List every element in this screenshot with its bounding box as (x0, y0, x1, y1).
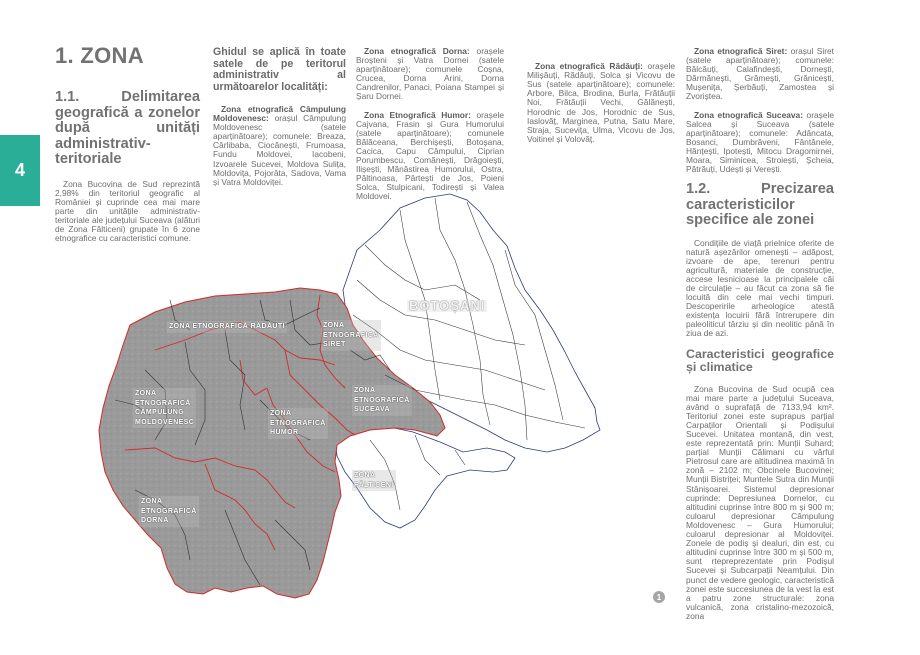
map-label-humor (268, 408, 328, 439)
label-line: FĂLTICENI (354, 481, 394, 489)
label-line: SUCEAVA (354, 406, 390, 414)
zone-text: orașele Milișăuți, Rădăuți, Solca și Vicovu de Sus (satele aparținătoare); comunele: Arbore, Bilca, Brodina, Burla, Frătăuții Noi, Frătăuții Vechi, Gălănești, Horodnic de Jos, Horodnic de Sus, Iaslovăț, Marginea, Putna, Satu Mare, Straja, Sucevița, Ulma, Vicovu de Jos, Voitinel și Volovăț. (527, 61, 675, 144)
zone-radauti (527, 62, 675, 144)
zone-siret (686, 47, 834, 102)
map-label-siret (321, 320, 381, 351)
label-line: DORNA (141, 517, 169, 525)
zone-text: orașul Siret (satele aparținătoare); comunele: Bălcăuți, Calafindești, Dornești, Dărmănești, Grămești, Grănicești, Mușenița, Șerbăuți, Zamostea și Zvoriștea. (686, 46, 834, 102)
label-line: ETNOGRAFICĂ (270, 419, 326, 427)
map-label-suceava (352, 385, 412, 416)
zone-campulung (213, 105, 346, 187)
zone-humor (356, 111, 504, 202)
section-1-2-heading: 1.2. Precizarea caracteristicilor specifice ale zonei (686, 181, 834, 228)
label-line: ZONA (323, 322, 345, 329)
geography-climate-paragraph: Zona Bucovina de Sud ocupă cea mai mare parte a județului Suceava, având o suprafață de 7133,94 km². Teritoriul zonei este suprapus parțial Carpaților Orientali și Podișului Sucevei. Unitatea montană, din vest, este reprezentată prin: Munții Suhard; parțial Munții Călimani cu vârful Pietrosul care are altitudinea maximă în zonă – 2102 m; Obcinele Bucovinei; Munții Bistriței; Muntele Sutra din Munții Stânișoarei. Sistemul depresionar cuprinde: Depresiunea Dornelor, cu altitudini cuprinse între 800 m și 900 m; culoarul depresionar Câmpulung Moldovenesc – Gura Humorului; culoarul depresionar al Moldoviței. Zonele de podiș și dealuri, din est, cu altitudini cuprinse între 300 m și 500 m, sunt rtepreprezentate prin Podișul Sucevei și Subcarpații Neamțului. Din punct de vedere geologic, caracteristică zonei este succesiunea de la vest la est a patru zone structurale: zona vulcanică, zona cristalino-mezozoică, zona (686, 383, 834, 621)
label-line: ZONA (354, 387, 376, 394)
zone-name: Zona etnografică Câmpulung Moldovenesc: (213, 104, 346, 124)
map-label-falticeni (352, 470, 396, 491)
label-line: ZONA (135, 390, 157, 397)
page-number: 4 (14, 160, 25, 180)
page-number-tab (0, 135, 40, 206)
zone-text: orașul Câmpulung Moldovenesc (satele aparținătoare); comunele: Breaza, Cârlibaba, Ciocănești, Frumoasa, Fundu Moldovei, Iacobeni, Izvoarele Sucevei, Moldova Sulița, Moldovița, Pojorâta, Sadova, Vama și Vatra Moldoviței. (213, 113, 346, 187)
label-line: HUMOR (270, 429, 299, 437)
figure-number-badge (653, 591, 665, 603)
zone-dorna (356, 47, 504, 102)
zone-name: Zona etnografică Suceava: (694, 109, 803, 120)
section-1-1-paragraph: Zona Bucovina de Sud reprezintă 2,98% din teritoriul geografic al României și cuprinde cea mai mare parte din unitățile administrativ-teritoriale ale județului Suceava (alături de Zona Fălticeni) grupate în 6 zone etnografice cu caracteristici comune. (55, 178, 200, 244)
zone-name: Zona etnografică Rădăuți: (535, 61, 643, 72)
map-label-radauti: ZONA ETNOGRAFICĂ RĂDĂUȚI (167, 321, 287, 333)
label-line: ZONA (270, 410, 292, 417)
map-label-dorna (139, 496, 199, 527)
geography-climate-heading: Caracteristici geografice și climatice (686, 346, 834, 375)
zone-radauti-spacer (527, 47, 675, 56)
zones-column-3 (527, 47, 675, 153)
ethnographic-zones-map (95, 190, 680, 610)
label-line: ETNOGRAFICĂ (354, 396, 410, 404)
label-line: MOLDOVENESC (135, 418, 195, 426)
label-line: ZONA (354, 472, 376, 479)
section-1-2-paragraph: Condițiile de viață prielnice oferite de natură așezărilor omenești – adăpost, izvoare de ape, terenuri pentru agricultură, materiale de construcție, accese lesnicioase la principalele căi de circulație – au făcut ca zona să fie locuită din cele mai vechi timpuri. Descoperirile arheologice atestă existența locuirii fără întrerupere din paleoliticul târziu și din neolitic până în ziua de azi. (686, 237, 834, 339)
map-label-campulung (133, 388, 196, 428)
label-line: ETNOGRAFICĂ (135, 399, 191, 407)
zone-name: Zona etnografică Siret: (694, 46, 788, 56)
label-line: ETNOGRAFICA (323, 331, 379, 339)
map-label-botosani: BOTOȘANI (409, 298, 486, 313)
guide-heading: Ghidul se aplică în toate satele de pe teritorul administrativ al următoarelor localități: (213, 46, 346, 93)
zones-column-2 (356, 47, 504, 211)
label-line: CÂMPULUNG (135, 409, 185, 417)
section-1-2 (686, 182, 834, 630)
figure-number: 1 (656, 592, 662, 602)
label-line: ETNOGRAFICĂ (141, 507, 197, 515)
zone-text: orașele Salcea și Suceava (satele aparținătoare); comunele: Adâncata, Bosanci, Dumbrăveni, Fântânele, Hănțești, Ipotești, Mitocu Dragomirnei, Moara, Siminicea, Stroiești, Șcheia, Pătrăuți, Udești și Verești. (686, 109, 834, 175)
label-line: SIRET (323, 341, 346, 349)
page-title: 1. ZONA (55, 43, 144, 68)
section-1-1-heading: 1.1. Delimitarea geografică a zonelor după unități administrativ-teritoriale (55, 89, 200, 167)
zone-name: Zona Etnografică Humor: (364, 109, 471, 120)
zone-name: Zona etnografică Dorna: (364, 46, 470, 56)
zone-suceava (686, 111, 834, 175)
guide-column (213, 47, 346, 196)
zones-column-4 (686, 47, 834, 183)
label-line: ZONA (141, 498, 163, 505)
zone-text: orașele Broșteni și Vatra Dornei (satele aparținătoare); comunele Coșna, Crucea, Dorna Arini, Dorna Candrenilor, Panaci, Poiana Stampei și Șaru Dornei. (356, 46, 504, 102)
zone-text: orașele Cajvana, Frasin și Gura Humorului (satele aparținătoare); comunele Bălăceana, Berchișești, Botoșana, Cacica, Capu Câmpului, Ciprian Porumbescu, Comănești, Drăgoiești, Ilișești, Mănăstirea Humorului, Ostra, Păltinoasa, Pârtești de Jos, Poieni Solca, Stulpicani, Todirești și Valea Moldovei. (356, 109, 504, 202)
